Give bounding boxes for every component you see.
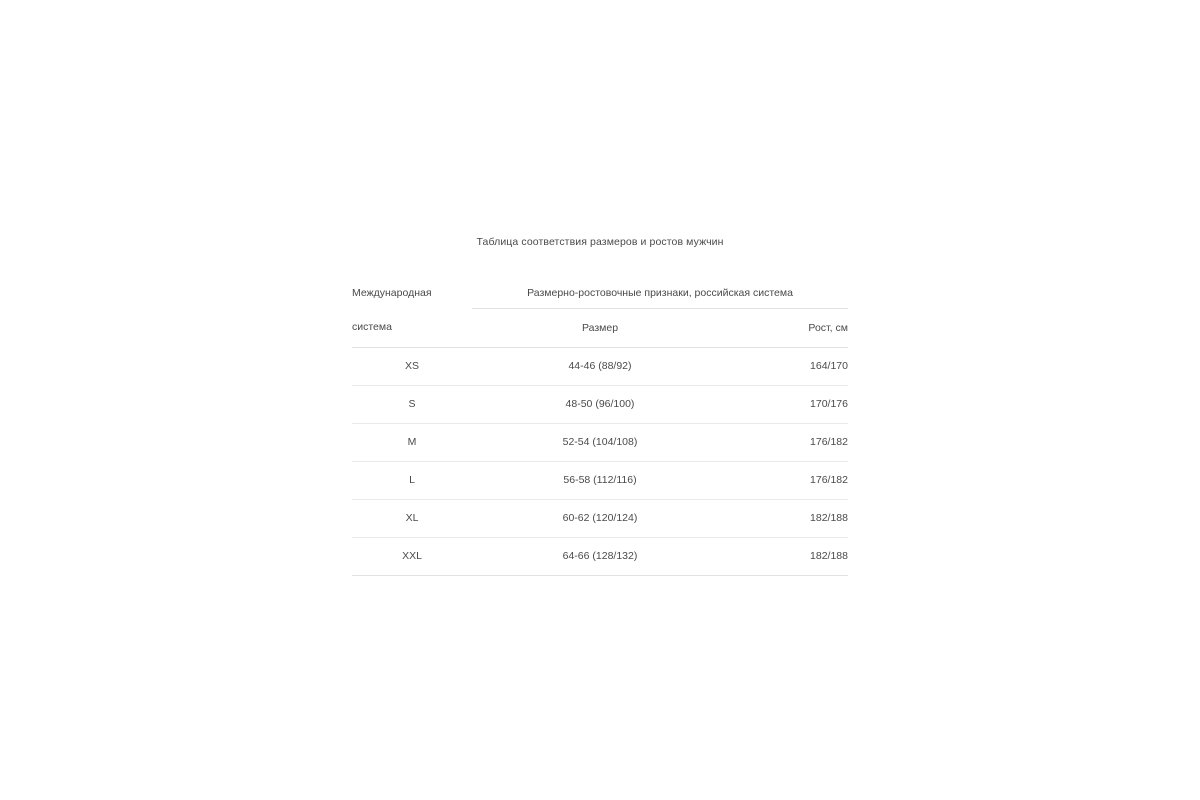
table-row: [352, 347, 848, 385]
table-row: [352, 385, 848, 423]
cell-height: 176/182: [728, 423, 848, 461]
cell-height: 164/170: [728, 347, 848, 385]
cell-international: L: [352, 461, 472, 499]
cell-international: M: [352, 423, 472, 461]
cell-size: 48-50 (96/100): [472, 385, 728, 423]
table-body: [352, 347, 848, 575]
table-row: [352, 537, 848, 575]
table-row: [352, 499, 848, 537]
table-row: [352, 461, 848, 499]
cell-height: 182/188: [728, 537, 848, 575]
cell-height: 170/176: [728, 385, 848, 423]
table-head: [352, 278, 848, 348]
cell-height: 176/182: [728, 461, 848, 499]
table-caption: Таблица соответствия размеров и ростов мужчин: [476, 236, 724, 248]
cell-international: S: [352, 385, 472, 423]
cell-size: 64-66 (128/132): [472, 537, 728, 575]
size-correspondence-table: [352, 278, 848, 576]
size-chart-block: [352, 236, 848, 576]
cell-international: XXL: [352, 537, 472, 575]
cell-size: 56-58 (112/116): [472, 461, 728, 499]
table-row: [352, 423, 848, 461]
cell-size: 52-54 (104/108): [472, 423, 728, 461]
cell-international: XS: [352, 347, 472, 385]
cell-size: 60-62 (120/124): [472, 499, 728, 537]
cell-international: XL: [352, 499, 472, 537]
cell-size: 44-46 (88/92): [472, 347, 728, 385]
header-size: Размер: [472, 308, 728, 347]
table-header-row-bottom: [352, 308, 848, 347]
header-international-line2: система: [352, 308, 472, 347]
header-russian-group: Размерно-ростовочные признаки, российская система: [472, 278, 848, 309]
cell-height: 182/188: [728, 499, 848, 537]
header-international-line1: Международная: [352, 286, 432, 299]
header-height: Рост, см: [728, 308, 848, 347]
table-header-row-top: [352, 278, 848, 309]
